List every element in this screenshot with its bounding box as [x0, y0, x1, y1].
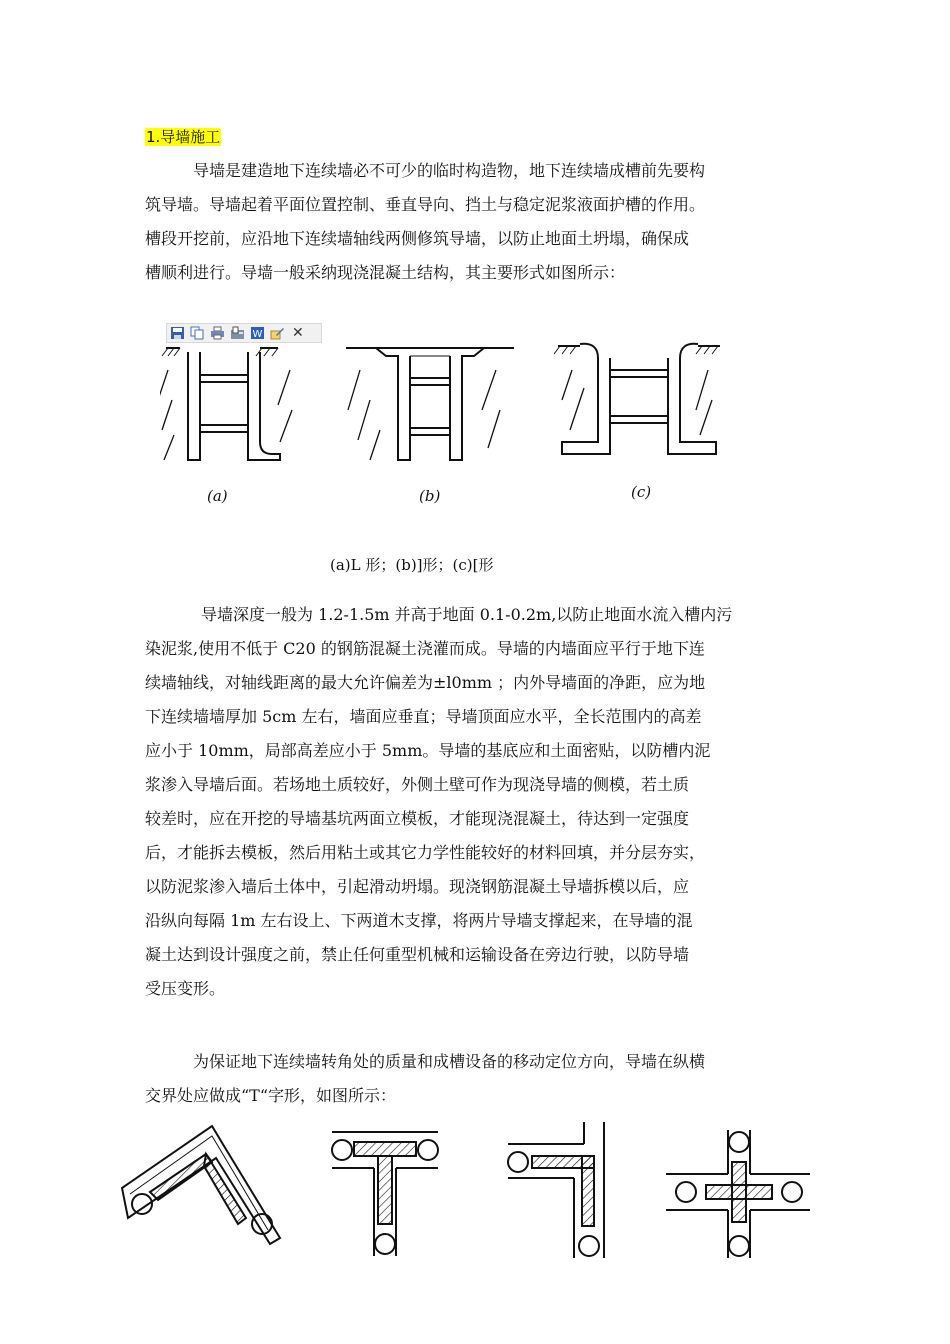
text-line: 槽段开挖前，应沿地下连续墙轴线两侧修筑导墙，以防止地面土坍塌，确保成: [145, 229, 690, 248]
text-line: 染泥浆,使用不低于 C20 的钢筋混凝土浇灌而成。导墙的内墙面应平行于地下连: [145, 639, 705, 658]
figure-label-b: (b): [419, 487, 441, 505]
text-line: 交界处应做成“T“字形，如图所示：: [145, 1086, 397, 1105]
corner-junction-figure: [120, 1118, 810, 1268]
diagram-a: [160, 348, 292, 460]
text-line: 后，才能拆去模板，然后用粘土或其它力学性能较好的材料回填，并分层夯实，: [145, 843, 706, 862]
diagram-b: [346, 348, 514, 460]
paragraph-corner: [145, 1045, 817, 1113]
junction-cross: [666, 1130, 810, 1258]
text-line: 为保证地下连续墙转角处的质量和成槽设备的移动定位方向，导墙在纵横: [193, 1052, 706, 1071]
junction-l: [508, 1122, 604, 1258]
text-line: 浆渗入导墙后面。若场地土质较好，外侧土壁可作为现浇导墙的侧模，若土质: [145, 775, 690, 794]
text-line: 以防泥浆渗入墙后土体中，引起滑动坍塌。现浇钢筋混凝土导墙拆模以后，应: [145, 877, 690, 896]
text-line: 槽顺利进行。导墙一般采纳现浇混凝土结构，其主要形式如图所示：: [145, 263, 626, 282]
text-line: 导墙深度一般为 1.2-1.5m 并高于地面 0.1-0.2m,以防止地面水流入槽内污: [201, 605, 733, 624]
diagram-c: [554, 344, 720, 454]
section-heading: 1.导墙施工: [146, 128, 221, 146]
text-line: 应小于 10mm，局部高差应小于 5mm。导墙的基底应和土面密贴，以防槽内泥: [145, 741, 711, 760]
figure-caption: (a)L 形；(b)]形；(c)[形: [330, 556, 494, 574]
text-line: 导墙是建造地下连续墙必不可少的临时构造物，地下连续墙成槽前先要构: [193, 161, 706, 180]
svg-text:W: W: [252, 329, 263, 340]
text-line: 凝土达到设计强度之前，禁止任何重型机械和运输设备在旁边行驶，以防导墙: [145, 945, 690, 964]
text-line: 受压变形。: [145, 979, 226, 998]
text-line: 续墙轴线，对轴线距离的最大允许偏差为±l0mm ；内外导墙面的净距，应为地: [145, 673, 706, 692]
paragraph-intro: [145, 154, 817, 290]
junction-t: [332, 1132, 438, 1256]
text-line: 较差时，应在开挖的导墙基坑两面立模板，才能现浇混凝土，待达到一定强度: [145, 809, 690, 828]
figure-label-a: (a): [207, 487, 228, 505]
paragraph-specs: [145, 598, 817, 1006]
figure-label-c: (c): [631, 483, 652, 501]
text-line: 沿纵向每隔 1m 左右设上、下两道木支撑，将两片导墙支撑起来，在导墙的混: [145, 911, 693, 930]
close-icon[interactable]: ✕: [292, 325, 304, 341]
text-line: 筑导墙。导墙起着平面位置控制、垂直导向、挡土与稳定泥浆液面护槽的作用。: [145, 195, 706, 214]
junction-angled: [122, 1126, 280, 1244]
text-line: 下连续墙墙厚加 5cm 左右，墙面应垂直；导墙顶面应水平，全长范围内的高差: [145, 707, 702, 726]
